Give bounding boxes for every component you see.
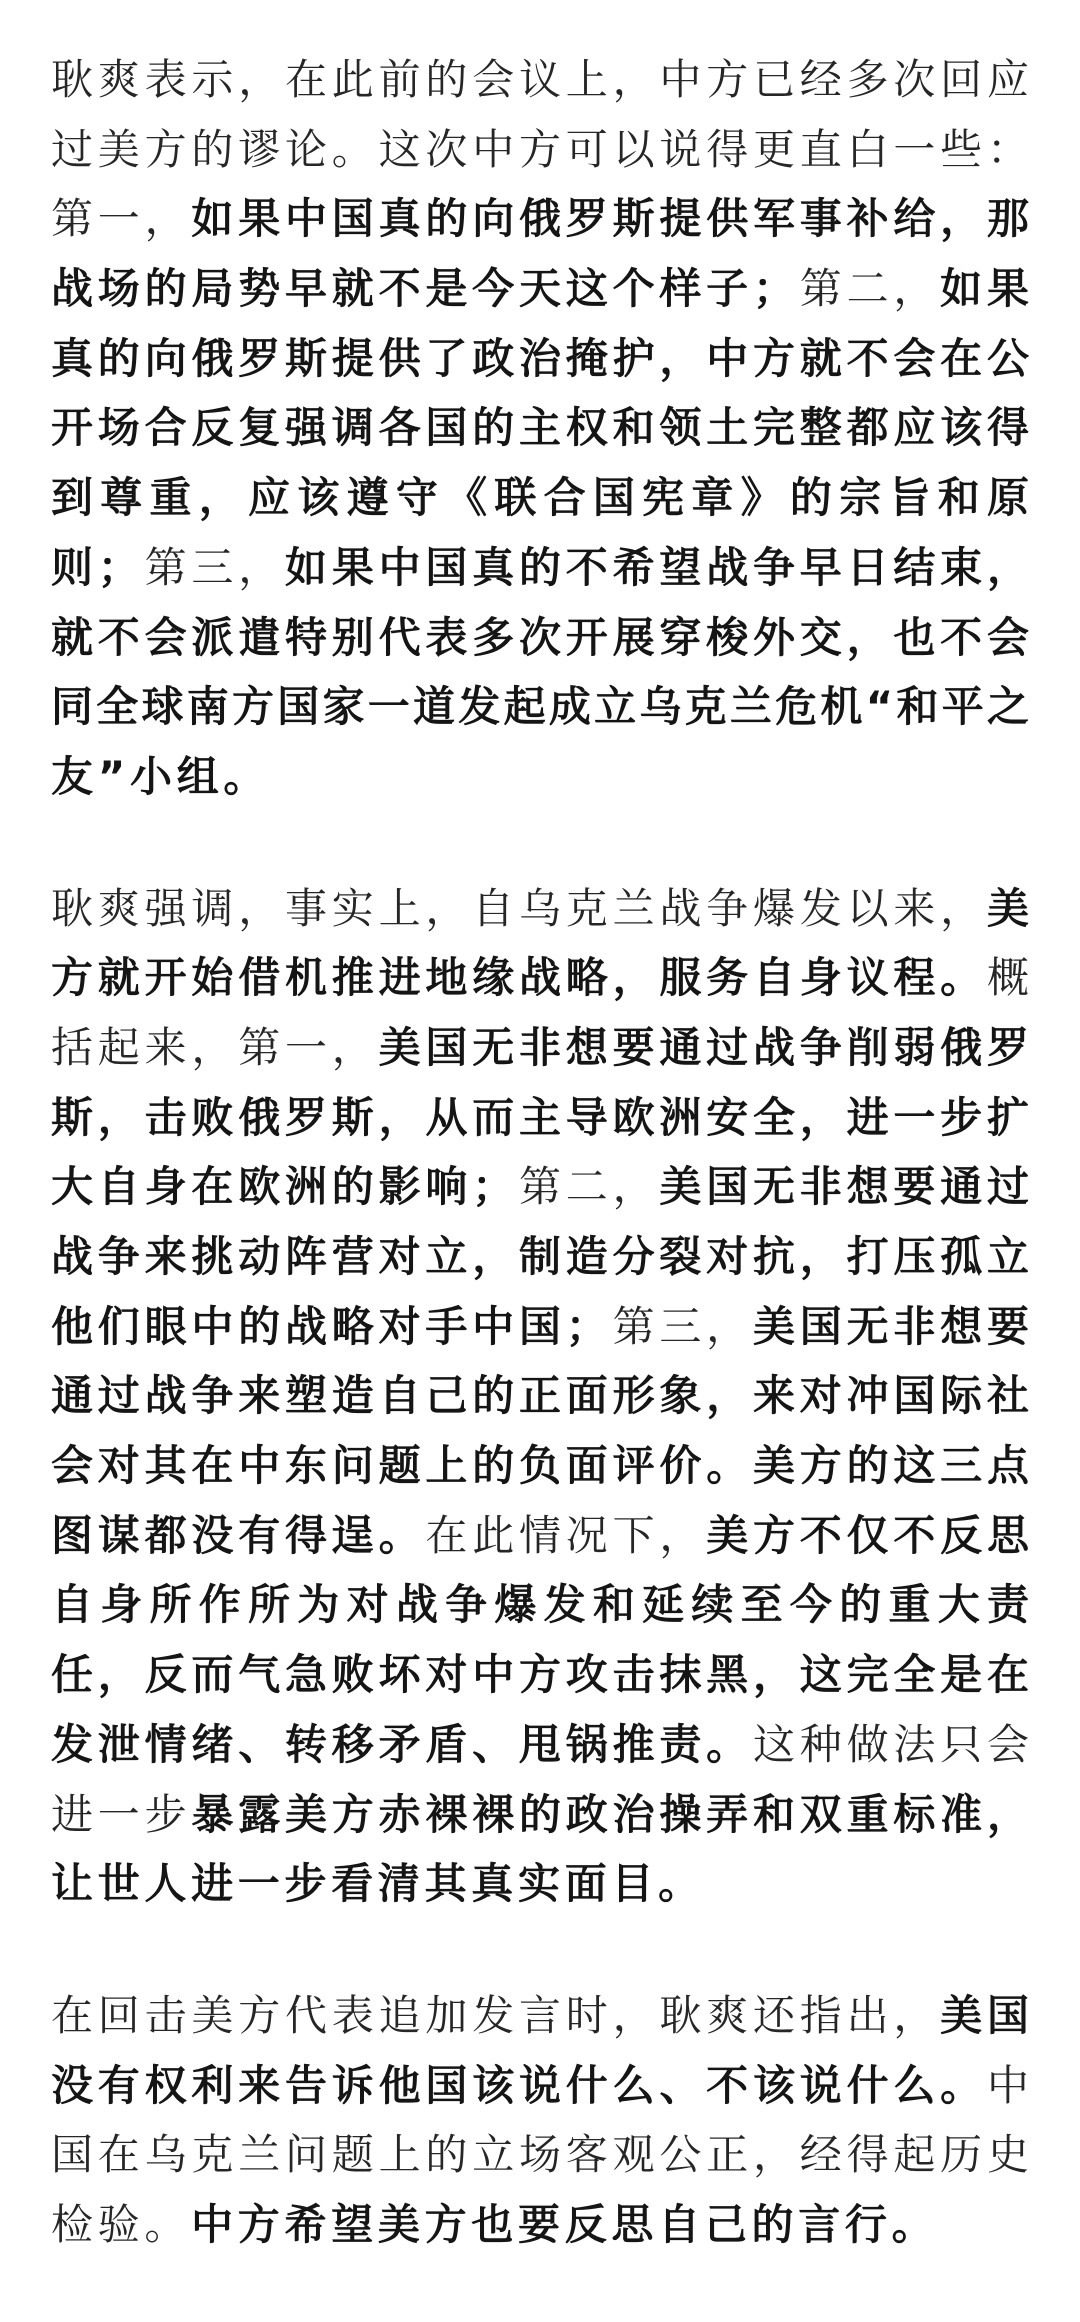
body-text: 国在乌克兰问题上的立场客观公正，经得起历史 (51, 2130, 1029, 2180)
text-line (51, 1849, 1029, 1919)
text-line (51, 1710, 1029, 1780)
body-text: 第一， (51, 194, 192, 244)
text-line (51, 324, 1029, 394)
emphasis-text: 斯，击败俄罗斯，从而主导欧洲安全，进一步扩 (51, 1092, 1029, 1142)
text-line (51, 463, 1029, 533)
body-text: 耿爽强调，事实上，自乌克兰战争爆发以来， (51, 883, 987, 933)
emphasis-text: 如果中国真的不希望战争早日结束， (285, 542, 1029, 592)
text-line (51, 254, 1029, 324)
emphasis-text: 开场合反复强调各国的主权和领土完整都应该得 (51, 403, 1029, 453)
text-line (51, 1640, 1029, 1710)
emphasis-text: 大自身在欧洲的影响； (51, 1162, 515, 1212)
body-text: 在此情况下， (425, 1510, 707, 1560)
text-line (51, 45, 1029, 115)
body-text: 过美方的谬论。这次中方可以说得更直白一些： (51, 124, 1029, 174)
text-line (51, 184, 1029, 254)
text-line (51, 1083, 1029, 1153)
emphasis-text: 到尊重，应该遵守《联合国宪章》的宗旨和原 (51, 473, 1029, 523)
emphasis-text: 美方不仅不反思 (706, 1510, 1029, 1560)
emphasis-text: 自身所作所为对战争爆发和延续至今的重大责 (51, 1580, 1029, 1630)
text-line (51, 1570, 1029, 1640)
text-line (51, 393, 1029, 463)
text-line (51, 1780, 1029, 1850)
body-text: 耿爽表示，在此前的会议上，中方已经多次回应 (51, 55, 1029, 104)
article-paragraph (51, 45, 1029, 812)
emphasis-text: 美国无非想要通过战争削弱俄罗 (378, 1022, 1029, 1072)
text-line (51, 115, 1029, 185)
emphasis-text: 美国无非想要通过 (659, 1162, 1029, 1212)
body-text: 括起来，第一， (51, 1022, 379, 1072)
emphasis-text: 则； (51, 542, 140, 592)
emphasis-text: 通过战争来塑造自己的正面形象，来对冲国际社 (51, 1371, 1029, 1421)
text-line (51, 603, 1029, 673)
body-text: 这种做法只会 (752, 1719, 1029, 1769)
text-line (51, 1292, 1029, 1362)
emphasis-text: 暴露美方赤裸裸的政治操弄和双重标准， (191, 1789, 1029, 1839)
body-text: 概 (986, 953, 1029, 1003)
emphasis-text: 方就开始借机推进地缘战略，服务自身议程。 (51, 953, 987, 1003)
body-text: 第二， (794, 264, 941, 314)
emphasis-text: 让世人进一步看清其真实面目。 (51, 1859, 705, 1909)
text-line (51, 1222, 1029, 1292)
body-text: 进一步 (51, 1789, 192, 1839)
text-line (51, 533, 1029, 603)
emphasis-text: 会对其在中东问题上的负面评价。美方的这三点 (51, 1441, 1029, 1491)
emphasis-text: 发泄情绪、转移矛盾、甩锅推责。 (51, 1719, 753, 1769)
text-line (51, 1152, 1029, 1222)
text-line (51, 742, 1029, 812)
emphasis-text: 如果中国真的向俄罗斯提供军事补给，那 (191, 194, 1029, 244)
emphasis-text: 美国无非想要 (752, 1301, 1029, 1351)
body-text: 第二， (514, 1162, 660, 1212)
emphasis-text: 如果 (940, 264, 1029, 314)
text-line (51, 1431, 1029, 1501)
body-text: 第三， (607, 1301, 753, 1351)
emphasis-text: 美国 (940, 1990, 1029, 2040)
text-line (51, 1013, 1029, 1083)
article-body (51, 45, 1029, 2322)
emphasis-text: 友”小组。 (51, 751, 271, 801)
emphasis-text: 美 (986, 883, 1029, 933)
emphasis-text: 图谋都没有得逞。 (51, 1510, 426, 1560)
article-paragraph (51, 1981, 1029, 2260)
text-line (51, 672, 1029, 742)
text-line (51, 1361, 1029, 1431)
text-line (51, 943, 1029, 1013)
body-text: 中 (986, 2060, 1029, 2110)
emphasis-text: 战争来挑动阵营对立，制造分裂对抗，打压孤立 (51, 1232, 1029, 1281)
emphasis-text: 就不会派遣特别代表多次开展穿梭外交，也不会 (51, 612, 1029, 662)
text-line (51, 2120, 1029, 2190)
text-line (51, 1501, 1029, 1571)
body-text: 第三， (139, 542, 286, 592)
text-line (51, 2190, 1029, 2260)
body-text: 检验。 (51, 2199, 192, 2249)
emphasis-text: 战场的局势早就不是今天这个样子； (51, 264, 795, 314)
text-line (51, 1981, 1029, 2051)
emphasis-text: 他们眼中的战略对手中国； (51, 1301, 608, 1351)
article-paragraph (51, 874, 1029, 1919)
text-line (51, 2051, 1029, 2121)
emphasis-text: 没有权利来告诉他国该说什么、不该说什么。 (51, 2060, 987, 2110)
emphasis-text: 任，反而气急败坏对中方攻击抹黑，这完全是在 (51, 1650, 1029, 1700)
body-text: 在回击美方代表追加发言时，耿爽还指出， (51, 1990, 941, 2040)
emphasis-text: 中方希望美方也要反思自己的言行。 (191, 2199, 939, 2249)
emphasis-text: 同全球南方国家一道发起成立乌克兰危机“和平之 (51, 682, 1029, 732)
text-line (51, 874, 1029, 944)
emphasis-text: 真的向俄罗斯提供了政治掩护，中方就不会在公 (51, 333, 1029, 383)
